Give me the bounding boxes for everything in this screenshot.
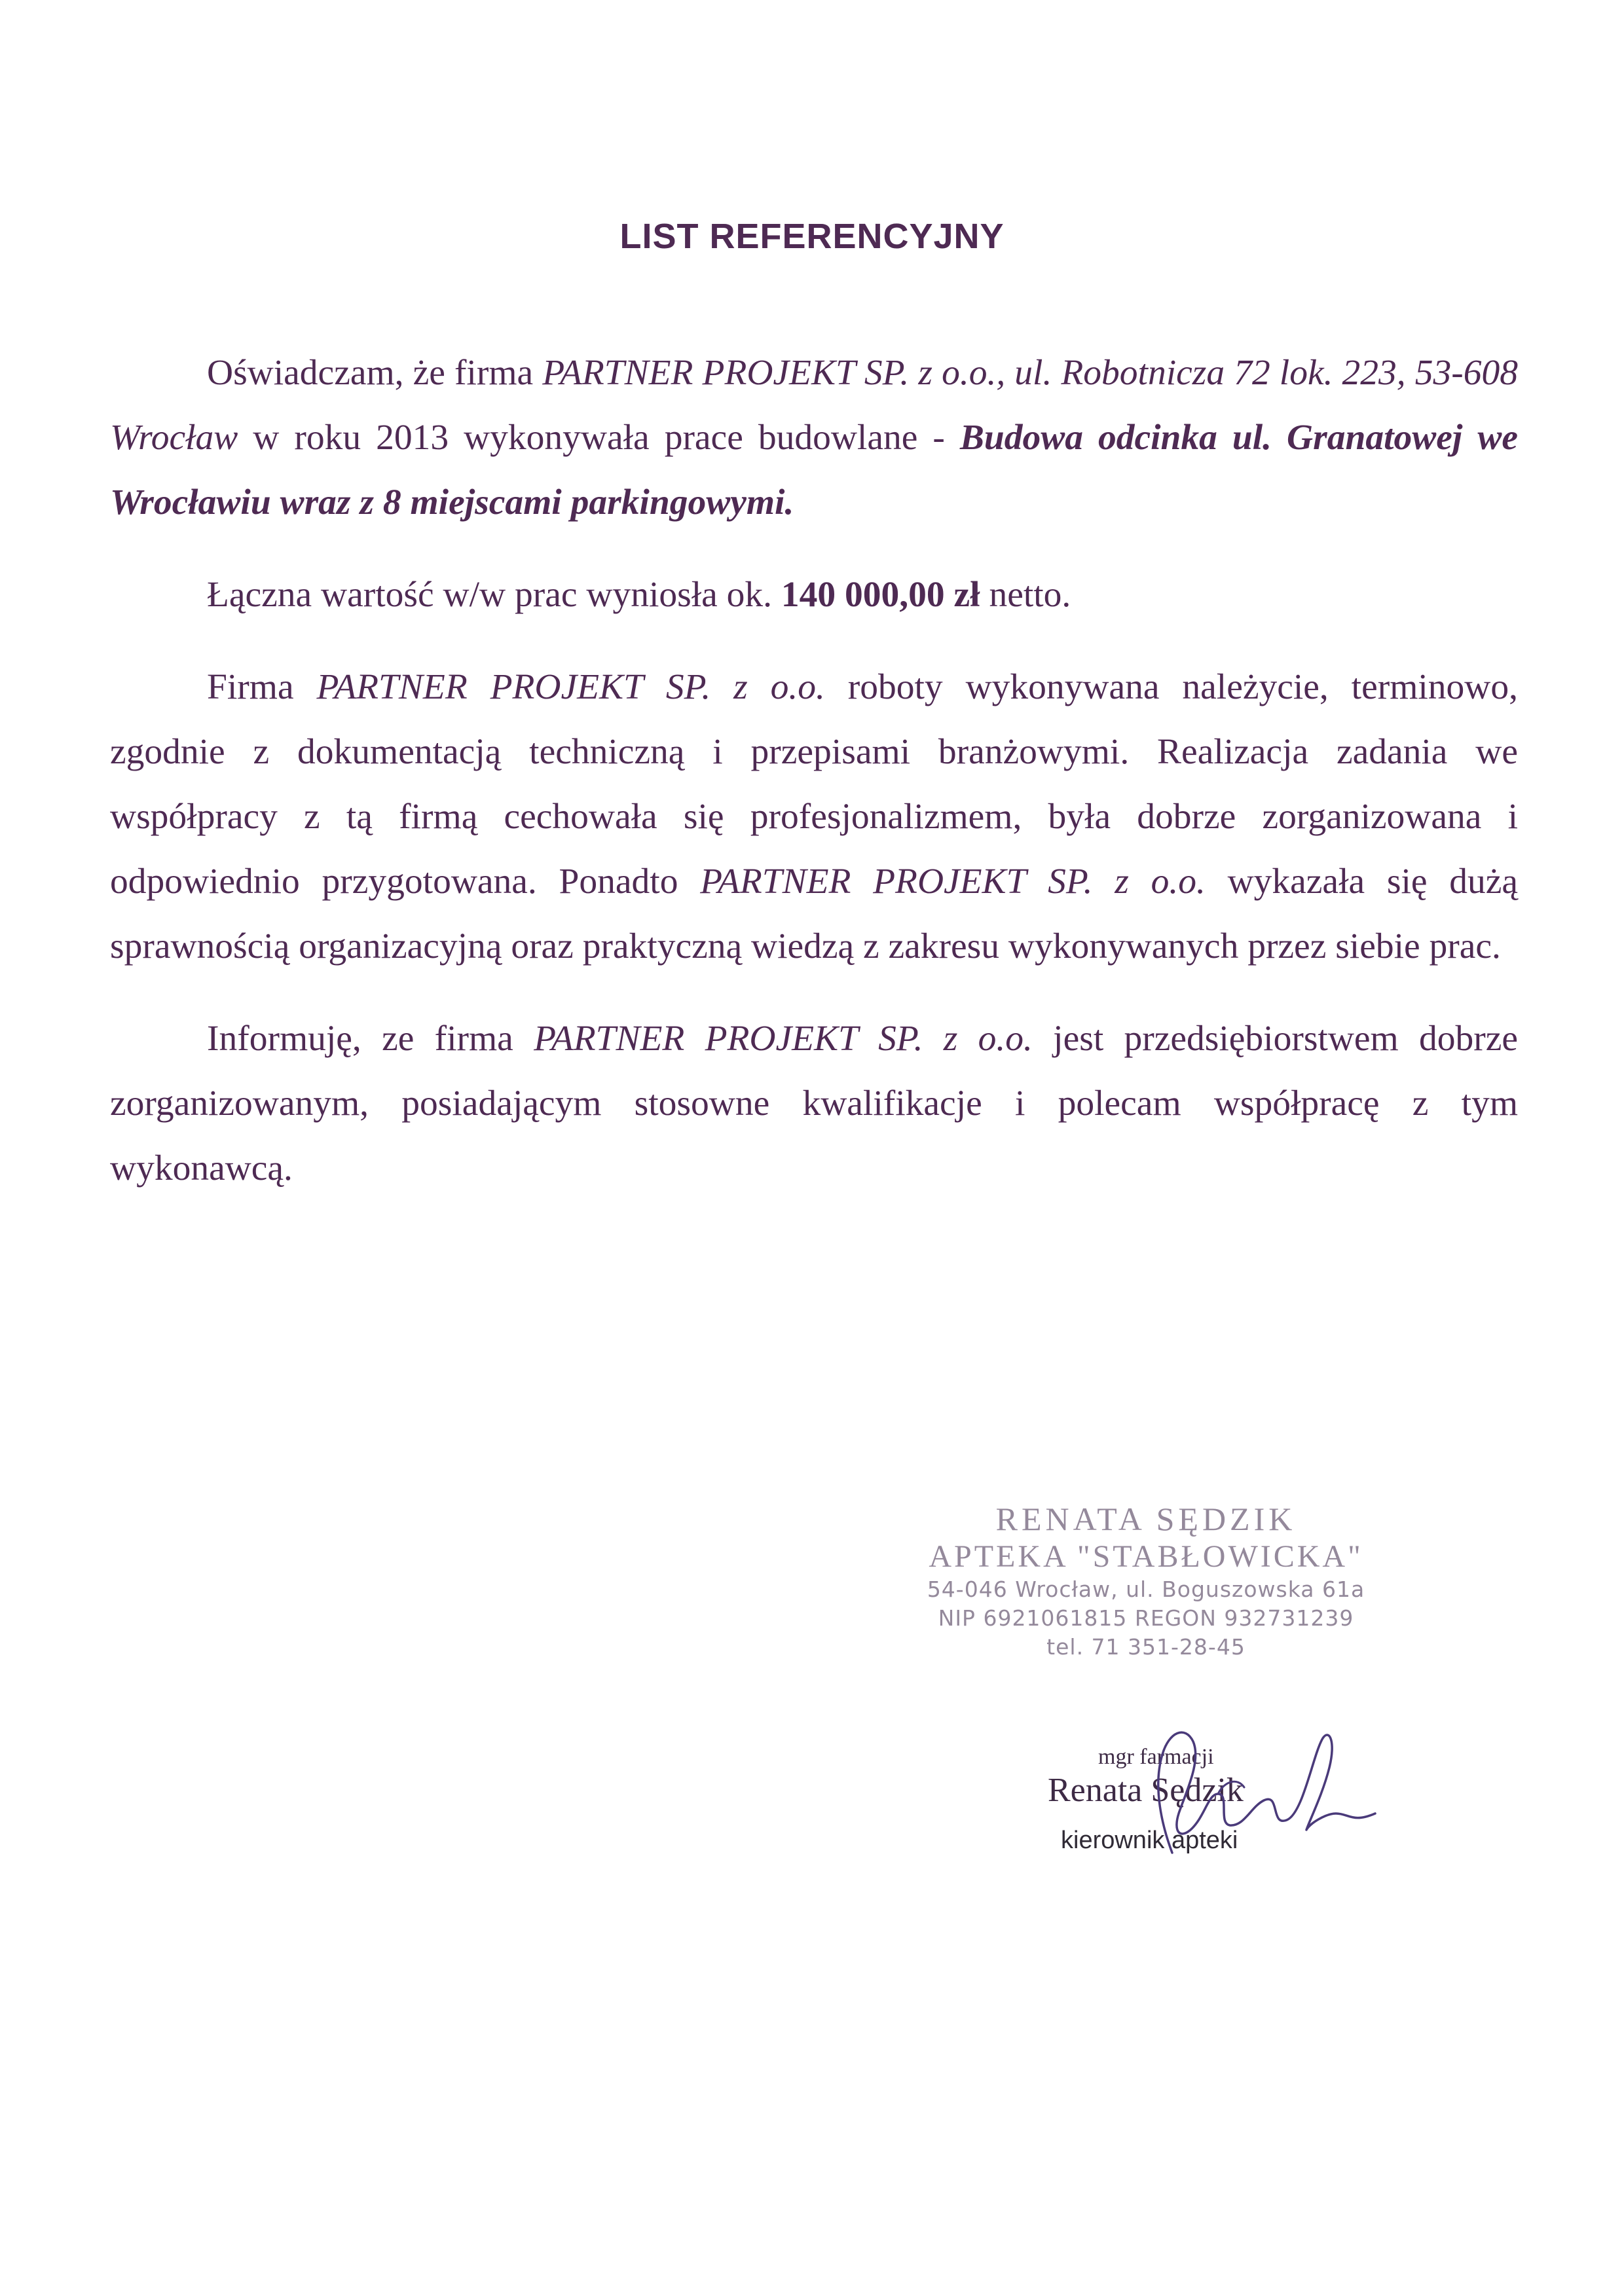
stamp-address: 54-046 Wrocław, ul. Boguszowska 61a: [927, 1576, 1365, 1602]
amount: 140 000,00 zł: [781, 575, 980, 615]
signature-role: kierownik apteki: [1061, 1827, 1238, 1854]
signature-name: Renata Sędzik: [1048, 1772, 1244, 1809]
stamp-company: APTEKA "STABŁOWICKA": [929, 1539, 1363, 1574]
paragraph-4: [110, 1006, 1518, 1201]
stamp-owner: RENATA SĘDZIK: [995, 1501, 1297, 1537]
text-run: jest przedsiębiorstwem dobrze zorganizowanym, posiadającym stosowne kwalifikacje i polecam współpracę z tym wykonawcą.: [110, 1019, 1518, 1188]
text-run: roboty wykonywana należycie, terminowo, zgodnie z dokumentacją techniczną i przepisami branżowymi. Realizacja zadania we współpracy z tą firmą cechowała się profesjonalizmem, była dobrze zorganizowana i odpowiednio przygotowana. Ponadto: [110, 667, 1519, 902]
text-run: Informuję, ze firma: [207, 1019, 534, 1059]
text-run: Łączna wartość w/w prac wyniosła ok.: [207, 575, 781, 615]
text-run: netto.: [980, 575, 1071, 615]
text-run: PARTNER PROJEKT SP. z o.o., ul. Robotnicza 72 lok. 223, 53-608 Wrocław: [110, 353, 1518, 458]
text-run: wykazała się dużą sprawnością organizacyjną oraz praktyczną wiedzą z zakresu wykonywanych przez siebie prac.: [110, 862, 1519, 966]
document-title: LIST REFERENCYJNY: [619, 217, 1005, 256]
text-run: Firma: [207, 667, 317, 707]
text-run: PARTNER PROJEKT SP. z o.o.: [534, 1019, 1033, 1059]
signature-title: mgr farmacji: [1098, 1745, 1214, 1769]
document-body: [110, 340, 1518, 1201]
paragraph-3: [110, 655, 1518, 979]
text-run: Oświadczam, że firma: [207, 353, 543, 393]
paragraph-1: [110, 340, 1518, 535]
company-stamp: [904, 1499, 1388, 1662]
paragraph-2: [110, 562, 1518, 627]
handwritten-signature-icon: [1022, 1715, 1388, 1886]
stamp-phone: tel. 71 351-28-45: [1046, 1634, 1246, 1660]
text-run: PARTNER PROJEKT SP. z o.o.: [700, 862, 1206, 902]
text-run: Budowa odcinka ul. Granatowej we Wrocławiu wraz z 8 miejscami parkingowymi.: [110, 418, 1518, 522]
stamp-tax-ids: NIP 6921061815 REGON 932731239: [938, 1605, 1354, 1631]
text-run: w roku 2013 wykonywała prace budowlane -: [238, 418, 960, 458]
text-run: PARTNER PROJEKT SP. z o.o.: [316, 667, 825, 707]
